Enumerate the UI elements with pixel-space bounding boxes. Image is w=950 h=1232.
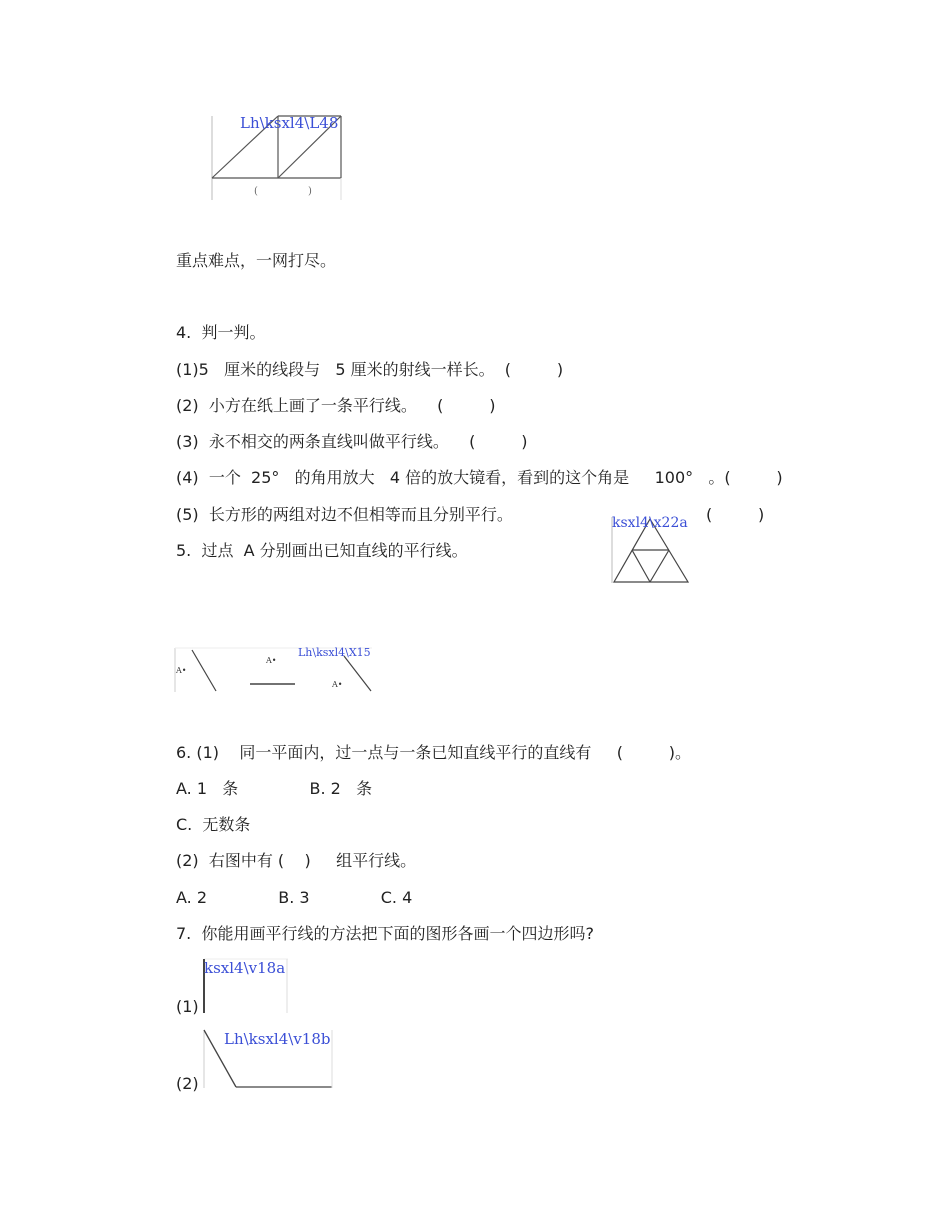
point-a-3: A• (332, 680, 343, 689)
q7-title: 7. 你能用画平行线的方法把下面的图形各画一个四边形吗? (176, 924, 594, 943)
figure-label: ksxl4\x22a (612, 515, 688, 531)
point-a-1: A• (176, 666, 187, 675)
q4-item-3: (3) 永不相交的两条直线叫做平行线。 ( ) (176, 432, 528, 451)
q4-item-2: (2) 小方在纸上画了一条平行线。 ( ) (176, 396, 496, 415)
section-heading: 重点难点，一网打尽。 (176, 251, 337, 270)
figure-lines-point-a (174, 646, 374, 694)
q7-item-2: (2) (176, 1074, 199, 1093)
figure-parallelograms (210, 114, 345, 206)
figure-label: Lh\ksxl4\v18b (224, 1030, 331, 1048)
q4-item-1: (1)5 厘米的线段与 5 厘米的射线一样长。 ( ) (176, 360, 564, 379)
q4-title: 4. 判一判。 (176, 323, 266, 342)
figure-obtuse-angle (200, 1028, 334, 1090)
q4-item-4: (4) 一个 25° 的角用放大 4 倍的放大镜看，看到的这个角是 100° 。( ) (176, 468, 783, 487)
q7-item-1: (1) (176, 997, 199, 1016)
q4-item-5: (5) 长方形的两组对边不但相等而且分别平行。 (176, 505, 513, 524)
figure-label: ksxl4\v18a (204, 959, 286, 977)
q6-1-title: 6. (1) 同一平面内，过一点与一条已知直线平行的直线有 ( )。 (176, 743, 692, 762)
point-a-2: A• (266, 656, 277, 665)
figure-label: Lh\ksxl4\L48 (240, 114, 339, 132)
q6-1-options-ab: A. 1 条 B. 2 条 (176, 779, 373, 798)
paren-right: ) (308, 186, 312, 197)
q6-1-option-c: C. 无数条 (176, 815, 251, 834)
figure-right-angle (202, 957, 290, 1015)
q6-2-title: (2) 右图中有 ( ) 组平行线。 (176, 851, 417, 870)
q6-2-options: A. 2 B. 3 C. 4 (176, 888, 413, 907)
figure-triangles (610, 515, 692, 585)
q4-item-5-answer: ( ) (706, 505, 765, 524)
paren-left: ( (254, 186, 258, 197)
figure-label: Lh\ksxl4\X15 (298, 646, 371, 659)
q5-title: 5. 过点 A 分别画出已知直线的平行线。 (176, 541, 468, 560)
